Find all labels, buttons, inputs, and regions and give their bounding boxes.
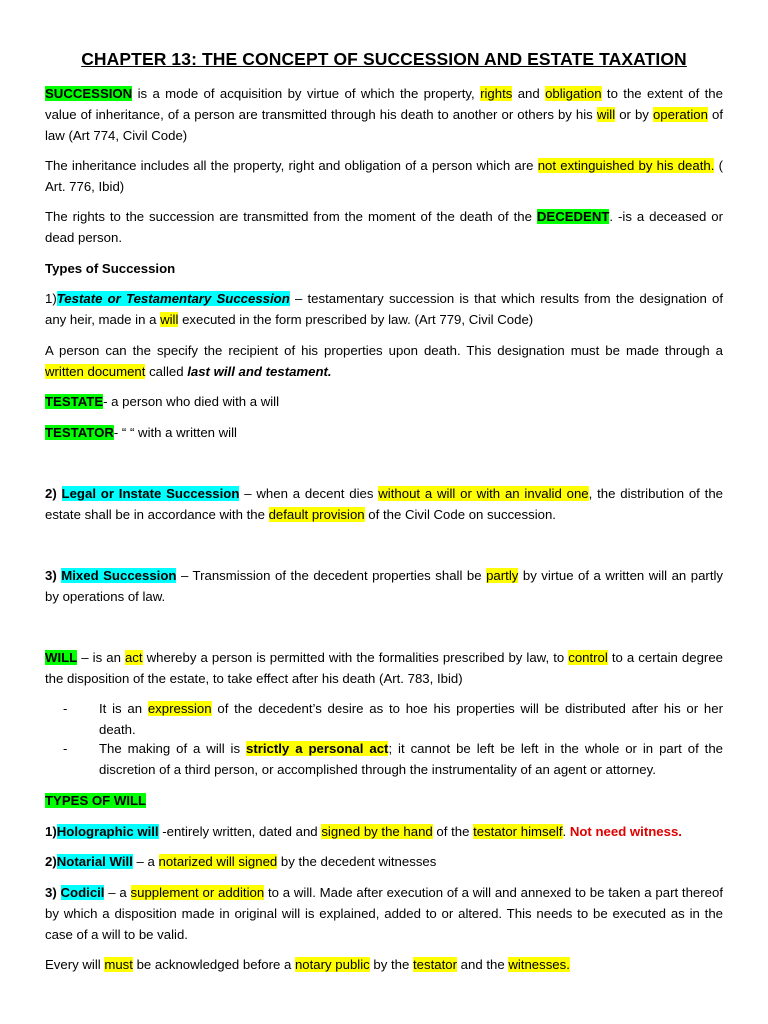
rights-paragraph: The rights to the succession are transmitted from the moment of the death of the DECEDENT. -is a deceased or dead person. <box>45 209 723 245</box>
legal-succession: 2) Legal or Instate Succession – when a decent dies without a will or with an invalid one, the distribution of the estate shall be in accordance with the default provision of the Civil Code on succession. <box>45 486 723 522</box>
will-definition: WILL – is an act whereby a person is permitted with the formalities prescribed by law, to control to a certain degree the disposition of the estate, to take effect after his death (Art. 783, Ibid) <box>45 650 723 686</box>
inheritance-paragraph: The inheritance includes all the property, right and obligation of a person which are not extinguished by his death. ( Art. 776, Ibid) <box>45 158 723 194</box>
acknowledgement-paragraph: Every will must be acknowledged before a notary public by the testator and the witnesses. <box>45 957 570 972</box>
notarial-will: 2)Notarial Will – a notarized will signed by the decedent witnesses <box>45 854 437 869</box>
term-succession: SUCCESSION <box>45 86 133 101</box>
testate-succession: 1)Testate or Testamentary Succession – testamentary succession is that which results from the designation of any heir, made in a will executed in the form prescribed by law. (Art 779, Civil Code) <box>45 291 724 327</box>
mixed-succession: 3) Mixed Succession – Transmission of the decedent properties shall be partly by virtue of a written will an partly by operations of law. <box>45 568 724 604</box>
types-of-will-heading: TYPES OF WILL <box>45 793 147 808</box>
holographic-will: 1)Holographic will -entirely written, dated and signed by the hand of the testator himself. Not need witness. <box>45 824 682 839</box>
designation-paragraph: A person can the specify the recipient of his properties upon death. This designation must be made through a written document called last will and testament. <box>45 343 723 379</box>
testator-definition: TESTATOR- “ “ with a written will <box>45 425 237 440</box>
succession-definition: SUCCESSION is a mode of acquisition by virtue of which the property, rights and obligation to the extent of the value of inheritance, of a person are transmitted through his death to another or others by his will or by operation of law (Art 774, Civil Code) <box>45 86 723 143</box>
chapter-title: CHAPTER 13: THE CONCEPT OF SUCCESSION AND ESTATE TAXATION <box>81 49 687 69</box>
term-decedent: DECEDENT <box>536 209 610 224</box>
testate-definition: TESTATE- a person who died with a will <box>45 394 280 409</box>
codicil: 3) Codicil – a supplement or addition to a will. Made after execution of a will and annexed to be taken a part thereof by which a disposition made in original will is explained, added to or altered. This needs to be executed as in the case of a will to be valid. <box>45 885 723 942</box>
types-of-succession-heading: Types of Succession <box>45 261 176 276</box>
